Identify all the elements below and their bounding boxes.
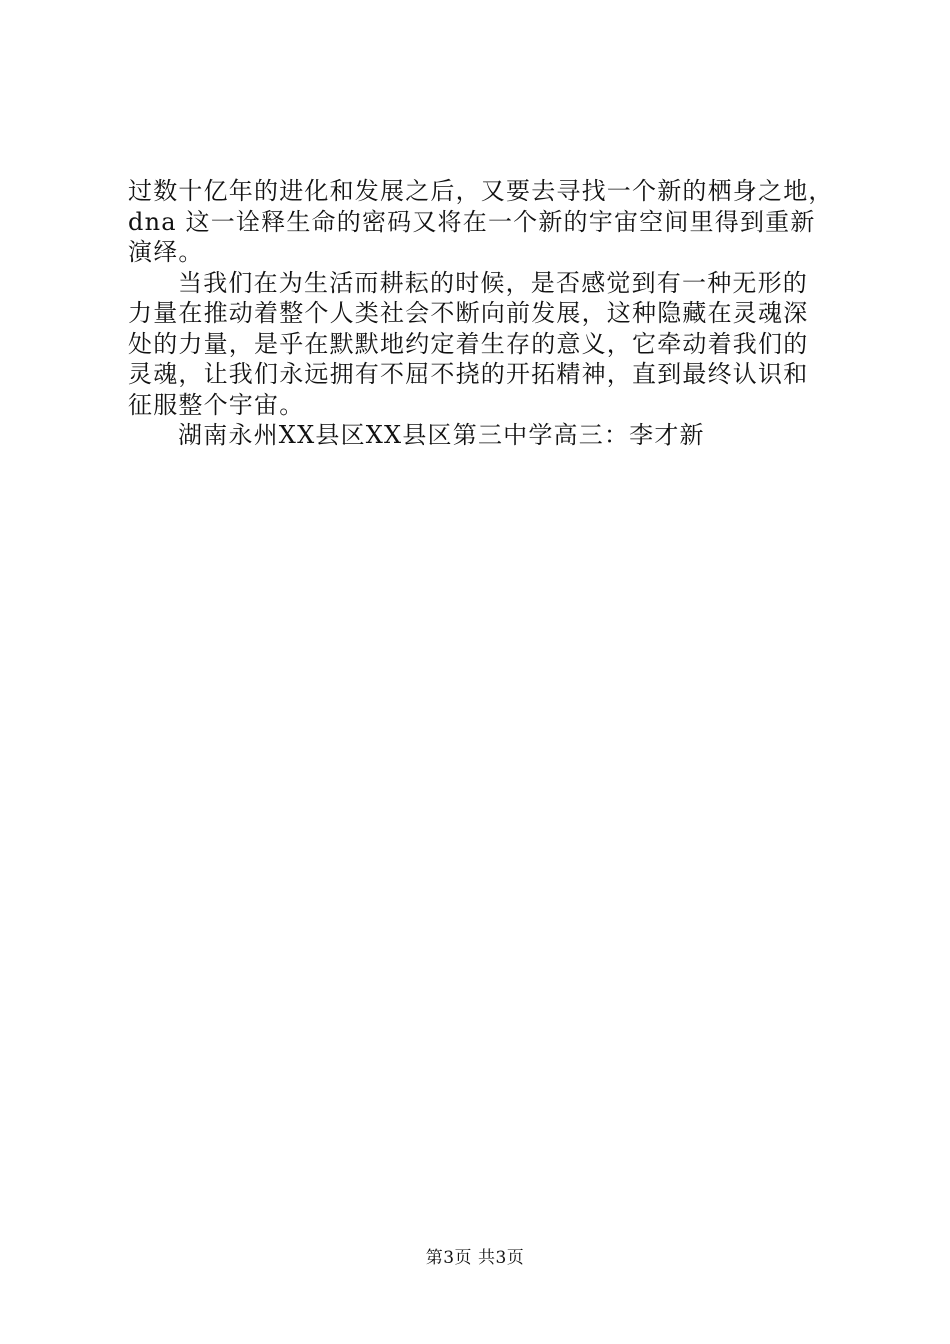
paragraph-2-line-3: 处的力量，是乎在默默地约定着生存的意义，它牵动着我们的 — [128, 329, 809, 358]
paragraph-1-line-2: dna 这一诠释生命的密码又将在一个新的宇宙空间里得到重新 — [128, 207, 816, 236]
document-body — [128, 176, 848, 451]
paragraph-1-line-3: 演绎。 — [128, 238, 204, 266]
paragraph-2-line-5: 征服整个宇宙。 — [128, 390, 305, 419]
page-number-footer: 第3页 共3页 — [425, 1248, 525, 1268]
paragraph-1-line-1: 过数十亿年的进化和发展之后，又要去寻找一个新的栖身之地， — [128, 177, 834, 205]
paragraph-2-line-1: 当我们在为生活而耕耘的时候，是否感觉到有一种无形的 — [178, 268, 808, 297]
author-signature: 湖南永州XX县区XX县区第三中学高三：李才新 — [178, 421, 705, 449]
paragraph-2-line-2: 力量在推动着整个人类社会不断向前发展，这种隐藏在灵魂深 — [128, 299, 809, 327]
paragraph-2-line-4: 灵魂，让我们永远拥有不屈不挠的开拓精神，直到最终认识和 — [128, 360, 809, 388]
